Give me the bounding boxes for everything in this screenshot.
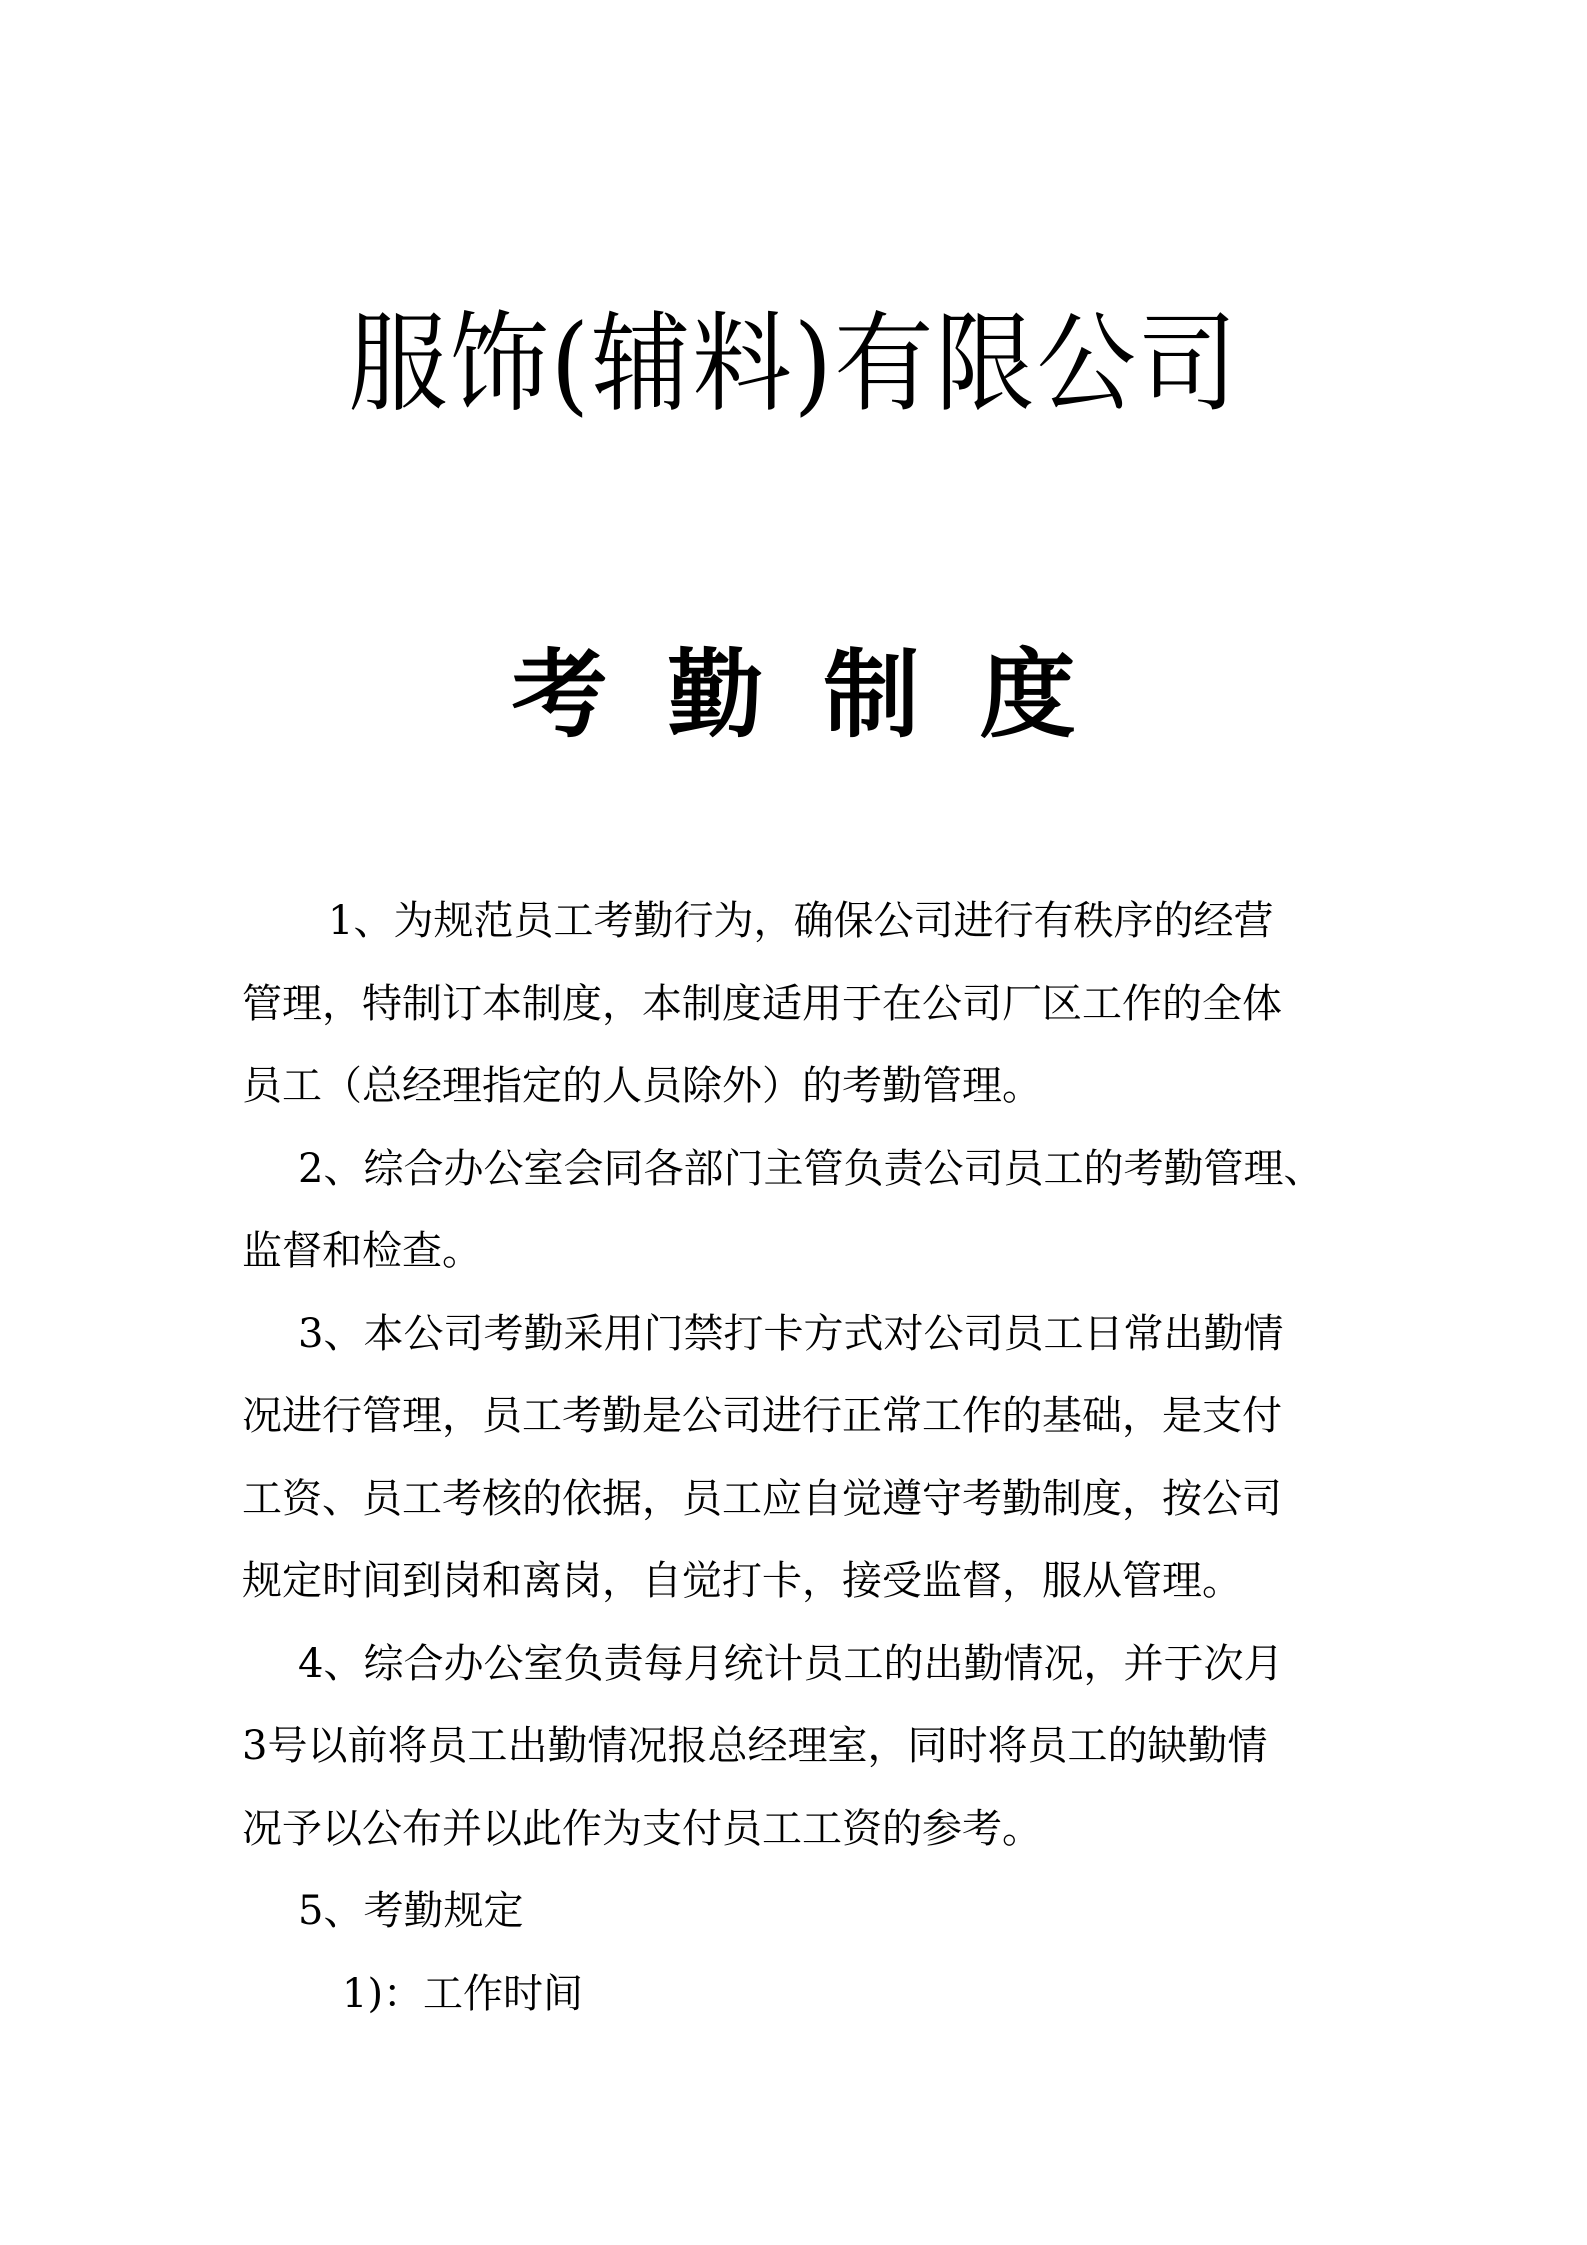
paragraph-3 — [242, 1293, 1357, 1623]
text-line: 5、考勤规定 — [298, 1888, 524, 1934]
paragraph-2 — [242, 1128, 1357, 1293]
document-title: 考勤制度 — [511, 639, 1136, 751]
text-line: 3号以前将员工出勤情况报总经理室，同时将员工的缺勤情 — [242, 1723, 1268, 1769]
subsection-heading-1 — [242, 1953, 1357, 2036]
text-line: 4、综合办公室负责每月统计员工的出勤情况，并于次月 — [298, 1640, 1284, 1687]
text-line: 1、为规范员工考勤行为，确保公司进行有秩序的经营 — [328, 898, 1274, 944]
text-line: 3、本公司考勤采用门禁打卡方式对公司员工日常出勤情 — [298, 1310, 1284, 1357]
text-line: 工资、员工考核的依据，员工应自觉遵守考勤制度，按公司 — [242, 1475, 1282, 1522]
document-body — [242, 880, 1357, 2035]
text-line: 员工（总经理指定的人员除外）的考勤管理。 — [242, 1063, 1042, 1109]
paragraph-4 — [242, 1623, 1357, 1871]
section-heading-5 — [242, 1870, 1357, 1953]
text-line: 规定时间到岗和离岗，自觉打卡，接受监督，服从管理。 — [242, 1558, 1242, 1604]
text-line: 2、综合办公室会同各部门主管负责公司员工的考勤管理、 — [298, 1145, 1324, 1192]
company-title: 服饰(辅料)有限公司 — [348, 302, 1239, 427]
text-line: 1)：工作时间 — [342, 1970, 584, 2017]
text-line: 况予以公布并以此作为支付员工工资的参考。 — [242, 1805, 1042, 1852]
paragraph-1 — [242, 880, 1357, 1128]
text-line: 管理，特制订本制度，本制度适用于在公司厂区工作的全体 — [242, 980, 1282, 1027]
text-line: 况进行管理，员工考勤是公司进行正常工作的基础，是支付 — [242, 1393, 1282, 1439]
text-line: 监督和检查。 — [242, 1228, 482, 1274]
